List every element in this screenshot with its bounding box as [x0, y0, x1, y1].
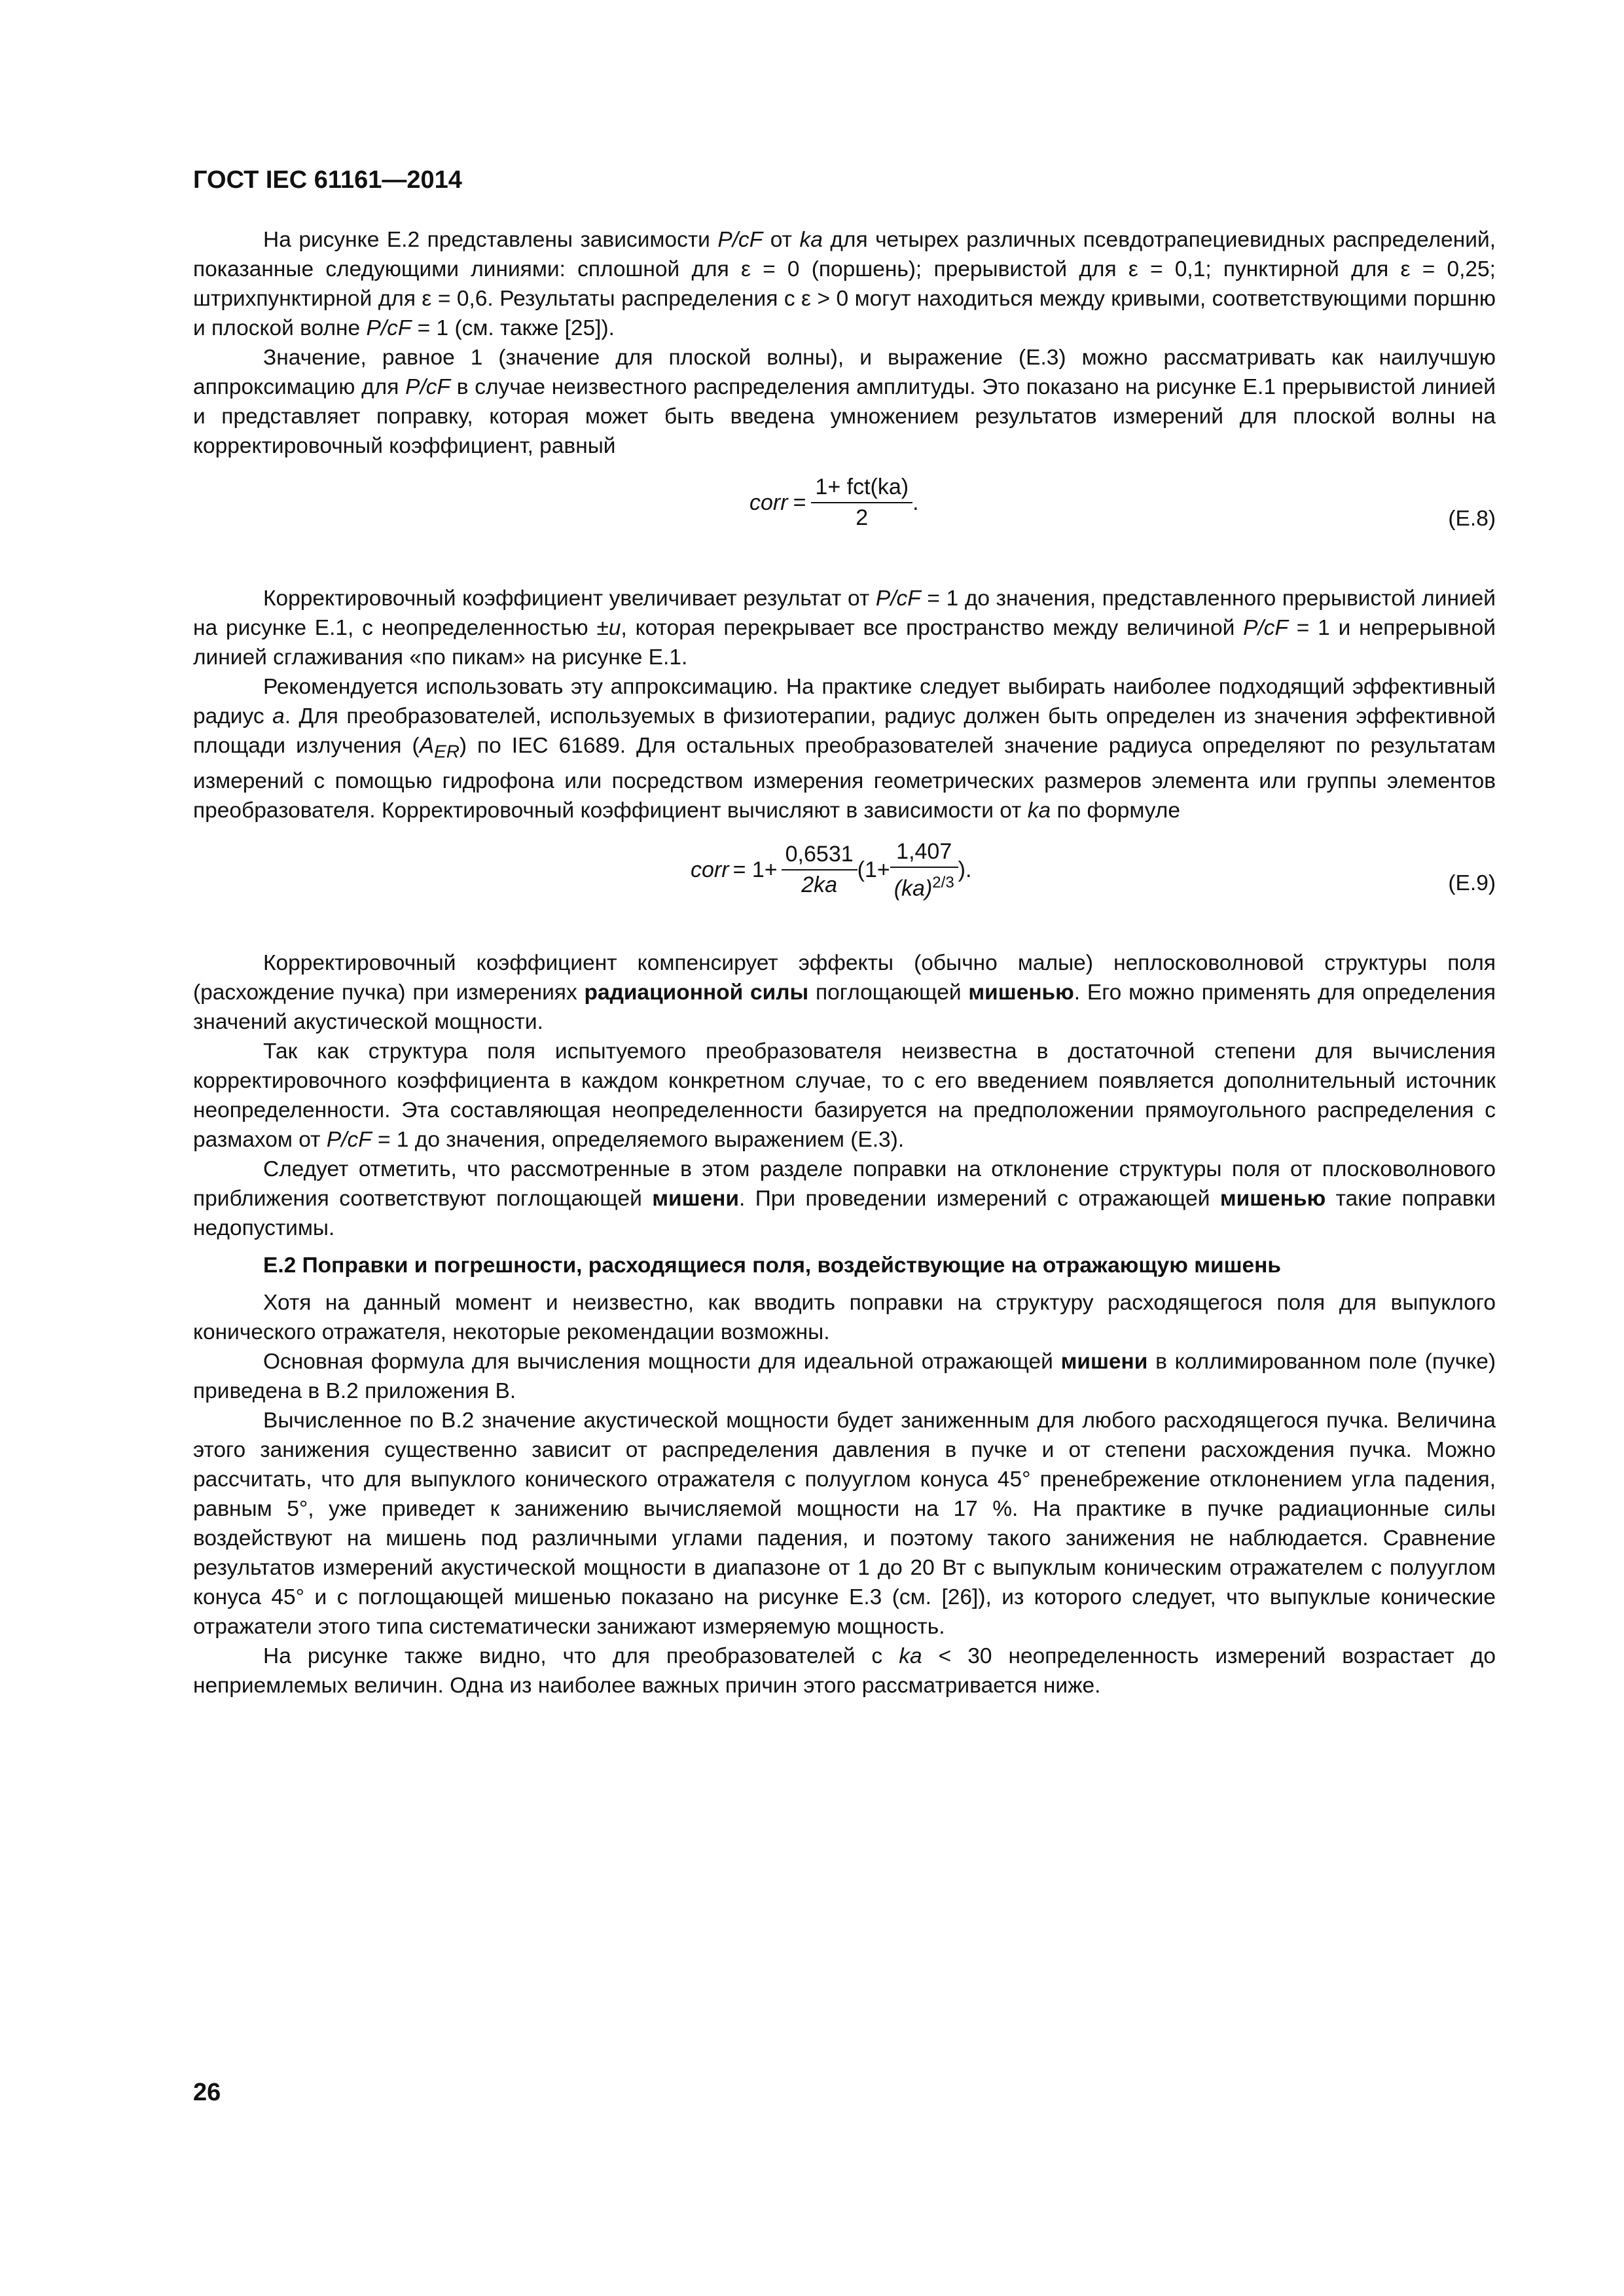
text: Корректировочный коэффициент компенсирует эффекты (обычно малые) неплосковолновой структуры поля (расхождение пучка) при измерениях: [193, 950, 1496, 1005]
formula-numerator: 1+ fct(ka): [811, 473, 912, 503]
text-italic: u: [608, 616, 621, 640]
formula-equals: =: [793, 490, 806, 515]
formula-paren-close: ).: [958, 857, 972, 882]
text: . Его можно применять для определения значений акустической мощности.: [193, 980, 1496, 1034]
text: = 1 и непрерывной линией сглаживания «по пикам» на рисунке Е.1.: [193, 616, 1496, 670]
text-italic: a: [272, 704, 285, 728]
text-italic: P/cF: [326, 1127, 372, 1152]
text-bold: мишенью: [968, 980, 1074, 1005]
text: = 1 до значения, определяемого выражением (Е.3).: [371, 1127, 905, 1152]
formula-paren-open: (1+: [857, 857, 890, 882]
text-italic: P/cF: [405, 375, 450, 399]
text: < 30 неопределенность измерений возрастает до неприемлемых величин. Одна из наиболее важных причин этого рассматривается ниже.: [193, 1643, 1496, 1698]
text-bold: радиационной силы: [584, 980, 809, 1005]
paragraph-7: [193, 1155, 1496, 1243]
formula-denominator-base: (ka): [893, 876, 933, 901]
formula-number: (Е.9): [1448, 870, 1496, 895]
formula-exponent: 2/3: [932, 873, 954, 891]
paragraph-6: [193, 1037, 1496, 1155]
formula-number: (Е.8): [1448, 507, 1496, 531]
text: по формуле: [1051, 798, 1180, 823]
text: . При проведении измерений с отражающей: [739, 1186, 1220, 1211]
paragraph-2: [193, 343, 1496, 461]
text-subscript: ER: [434, 741, 460, 762]
text: . Для преобразователей, используемых в физиотерапии, радиус должен быть определен из значения эффективной площади излучения (: [193, 704, 1496, 758]
formula-fraction-2: [890, 837, 958, 903]
text: Основная формула для вычисления мощности для идеальной отражающей: [263, 1349, 1061, 1374]
text: , которая перекрывает все пространство между величиной: [621, 616, 1244, 640]
paragraph-10: [193, 1406, 1496, 1641]
text: Значение, равное 1 (значение для плоской волны), и выражение (Е.3) можно рассматривать как наилучшую аппроксимацию для: [193, 346, 1496, 399]
paragraph-5: [193, 948, 1496, 1037]
text-italic: ka: [1027, 798, 1051, 823]
formula-fraction: [811, 473, 912, 533]
text: для четырех различных псевдотрапециевидных распределений, показанные следующими линиями: сплошной для ε = 0 (поршень); прерывистой для ε = 0,1; пунктирной для ε = 0,25; штрихпунктирной для ε = 0,6. Результаты распределения с ε > 0 могут находиться между кривыми, соответствующими поршню и плоской волне: [193, 228, 1496, 340]
formula-numerator: 1,407: [890, 837, 958, 868]
formula-e9-expression: [691, 837, 971, 903]
text: = 1 до значения, представленного прерывистой линией на рисунке Е.1, с неопределенностью ±: [193, 586, 1496, 640]
formula-fraction-1: [782, 840, 857, 900]
text-bold: мишени: [652, 1186, 739, 1211]
formula-equals: = 1+: [732, 857, 778, 882]
text-bold: мишени: [1060, 1349, 1148, 1374]
text: Хотя на данный момент и неизвестно, как вводить поправки на структуру расходящегося поля для выпуклого конического отражателя, некоторые рекомендации возможны.: [193, 1290, 1496, 1344]
formula-e9: [193, 837, 1496, 934]
text: ) по IEC 61689. Для остальных преобразователей значение радиуса определяют по результатам измерений с помощью гидрофона или посредством измерения геометрических размеров элемента или группы элементов преобразователя. Корректировочный коэффициент вычисляют в зависимости от: [193, 734, 1496, 823]
text: такие поправки недопустимы.: [193, 1186, 1496, 1240]
formula-denominator: 2ka: [801, 872, 838, 898]
text: Так как структура поля испытуемого преобразователя неизвестна в достаточной степени для вычисления корректировочного коэффициента в каждом конкретном случае, то с его введением появляется дополнительный источник неопределенности. Эта составляющая неопределенности базируется на предположении прямоугольного распределения с размахом от: [193, 1039, 1496, 1152]
formula-numerator: 0,6531: [782, 840, 857, 870]
text-italic: A: [419, 734, 435, 758]
page-number: 26: [193, 2079, 221, 2106]
text: поглощающей: [808, 980, 969, 1005]
text-italic: ka: [799, 228, 823, 252]
document-body: [193, 225, 1496, 1700]
text: На рисунке Е.2 представлены зависимости: [263, 228, 718, 252]
formula-e8: [193, 473, 1496, 569]
paragraph-8: [193, 1288, 1496, 1347]
text: Корректировочный коэффициент увеличивает результат от: [263, 586, 876, 611]
text-italic: P/cF: [717, 228, 763, 252]
text: от: [763, 228, 800, 252]
paragraph-9: [193, 1347, 1496, 1406]
text-italic: P/cF: [1243, 616, 1288, 640]
text: На рисунке также видно, что для преобразователей с: [263, 1643, 899, 1668]
text-bold: мишенью: [1219, 1186, 1326, 1211]
formula-denominator: [890, 868, 958, 903]
formula-denominator: 2: [856, 505, 869, 530]
text-italic: P/cF: [366, 316, 412, 340]
paragraph-11: [193, 1641, 1496, 1700]
paragraph-3: [193, 584, 1496, 672]
formula-lhs: corr: [691, 857, 729, 882]
section-heading: Е.2 Поправки и погрешности, расходящиеся поля, воздействующие на отражающую мишень: [263, 1253, 1281, 1278]
text: в коллимированном поле (пучке) приведена в В.2 приложения В.: [193, 1349, 1496, 1403]
paragraph-1: [193, 225, 1496, 343]
text: Рекомендуется использовать эту аппроксимацию. На практике следует выбирать наиболее подходящий эффективный радиус: [193, 675, 1496, 728]
formula-dot: .: [912, 490, 919, 515]
text-italic: P/cF: [875, 586, 921, 611]
formula-e8-expression: [749, 473, 919, 533]
text-italic: ka: [899, 1643, 922, 1668]
paragraph-4: [193, 672, 1496, 825]
text: = 1 (см. также [25]).: [411, 316, 615, 340]
document-header: ГОСТ IEC 61161—2014: [193, 166, 462, 194]
formula-lhs: corr: [749, 490, 788, 515]
text: в случае неизвестного распределения амплитуды. Это показано на рисунке Е.1 прерывистой линией и представляет поправку, которая может быть введена умножением результатов измерений для плоской волны на корректировочный коэффициент, равный: [193, 375, 1496, 458]
text: Вычисленное по В.2 значение акустической мощности будет заниженным для любого расходящегося пучка. Величина этого занижения существенно зависит от распределения давления в пучке и от степени расхождения пучка. Можно рассчитать, что для выпуклого конического отражателя с полууглом конуса 45° пренебрежение отклонением угла падения, равным 5°, уже приведет к занижению вычисляемой мощности на 17 %. На практике в пучке радиационные силы воздействуют на мишень под различными углами падения, и поэтому такого занижения не наблюдается. Сравнение результатов измерений акустической мощности в диапазоне от 1 до 20 Вт с выпуклым коническим отражателем с полууглом конуса 45° и с поглощающей мишенью показано на рисунке Е.3 (см. [26]), из которого следует, что выпуклые конические отражатели этого типа систематически занижают измеряемую мощность.: [193, 1408, 1496, 1639]
text: Следует отметить, что рассмотренные в этом разделе поправки на отклонение структуры поля от плосковолнового приближения соответствуют поглощающей: [193, 1157, 1496, 1211]
